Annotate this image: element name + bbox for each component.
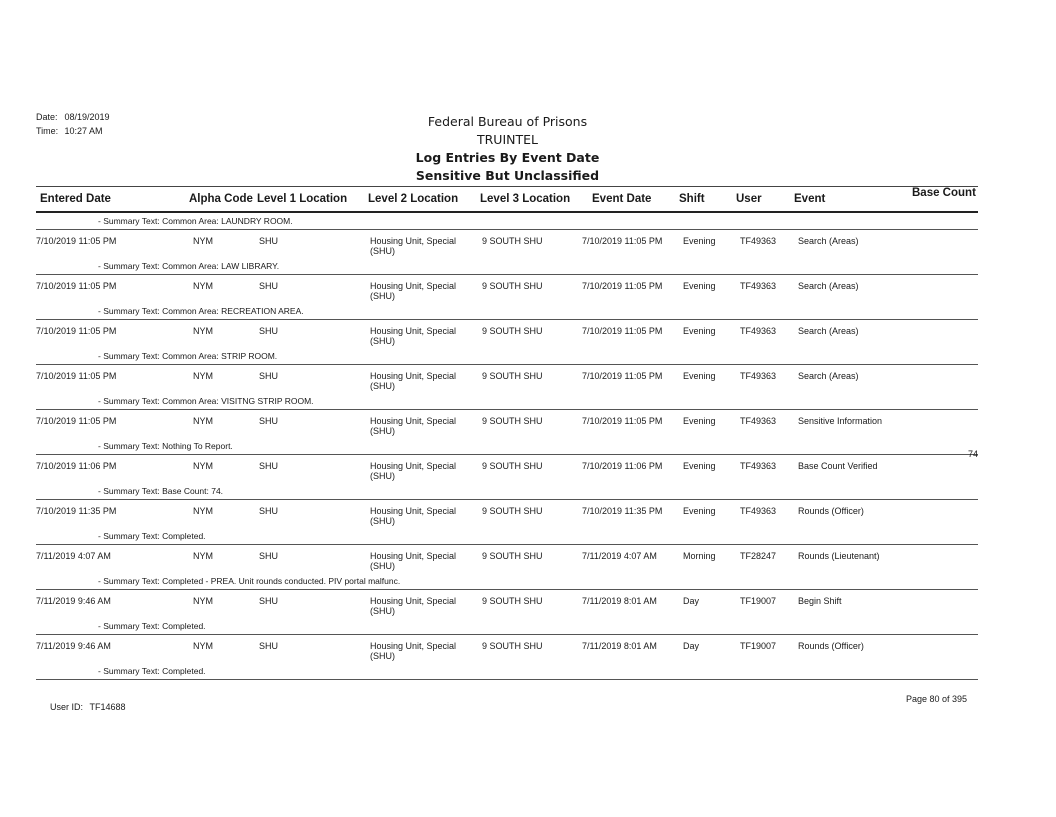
event-cell: Begin Shift <box>798 596 842 606</box>
event-cell: Rounds (Officer) <box>798 641 864 651</box>
alpha-code-cell: NYM <box>193 236 213 246</box>
user-cell: TF49363 <box>740 506 777 516</box>
level3-cell: 9 SOUTH SHU <box>482 596 543 606</box>
event-date-cell: 7/10/2019 11:05 PM <box>582 371 663 381</box>
shift-cell: Evening <box>683 236 716 246</box>
level2-cell: Housing Unit, Special (SHU) <box>370 281 457 301</box>
summary-text: - Summary Text: Completed. <box>36 528 978 545</box>
col-level2: Level 2 Location <box>368 193 459 205</box>
level1-cell: SHU <box>259 506 279 516</box>
time-line <box>36 124 110 138</box>
col-base-count: Base Count <box>912 187 976 199</box>
event-date-cell: 7/10/2019 11:05 PM <box>582 236 663 246</box>
level2-cell: Housing Unit, Special (SHU) <box>370 596 457 616</box>
event-cell: Search (Areas) <box>798 326 859 336</box>
level2-cell: Housing Unit, Special (SHU) <box>370 641 457 661</box>
level1-cell: SHU <box>259 641 279 651</box>
level2-cell: Housing Unit, Special (SHU) <box>370 461 457 481</box>
level3-cell: 9 SOUTH SHU <box>482 281 543 291</box>
report-title <box>400 113 615 185</box>
entered-date-cell: 7/10/2019 11:05 PM <box>36 371 117 381</box>
shift-cell: Evening <box>683 371 716 381</box>
summary-text: - Summary Text: Completed. <box>36 618 978 635</box>
footer-user <box>50 702 126 712</box>
event-date-cell: 7/10/2019 11:35 PM <box>582 506 663 516</box>
summary-text: - Summary Text: Common Area: LAW LIBRARY. <box>36 258 978 275</box>
summary-text: - Summary Text: Common Area: LAUNDRY ROOM. <box>36 213 978 230</box>
level1-cell: SHU <box>259 236 279 246</box>
page-number: Page 80 of 395 <box>906 694 968 704</box>
level1-cell: SHU <box>259 596 279 606</box>
summary-text: - Summary Text: Nothing To Report. <box>36 438 978 455</box>
entered-date-cell: 7/10/2019 11:35 PM <box>36 506 117 516</box>
base-count-cell: 74 <box>967 449 978 459</box>
summary-text: - Summary Text: Common Area: VISITNG STRIP ROOM. <box>36 393 978 410</box>
level3-cell: 9 SOUTH SHU <box>482 326 543 336</box>
summary-text: - Summary Text: Completed - PREA. Unit rounds conducted. PIV portal malfunc. <box>36 573 978 590</box>
user-cell: TF49363 <box>740 326 777 336</box>
event-cell: Sensitive Information <box>798 416 883 426</box>
agency-name: Federal Bureau of Prisons <box>427 114 588 129</box>
event-date-cell: 7/10/2019 11:06 PM <box>582 461 663 471</box>
shift-cell: Evening <box>683 326 716 336</box>
shift-cell: Evening <box>683 461 716 471</box>
event-cell: Rounds (Officer) <box>798 506 864 516</box>
user-id-value: TF14688 <box>89 702 126 712</box>
alpha-code-cell: NYM <box>193 326 213 336</box>
level2-cell: Housing Unit, Special (SHU) <box>370 371 457 391</box>
alpha-code-cell: NYM <box>193 641 213 651</box>
alpha-code-cell: NYM <box>193 596 213 606</box>
level3-cell: 9 SOUTH SHU <box>482 461 543 471</box>
table-row <box>36 590 978 618</box>
time-label: Time: <box>36 126 59 136</box>
table-row <box>36 230 978 258</box>
shift-cell: Evening <box>683 416 716 426</box>
log-entries <box>36 213 978 680</box>
date-value: 08/19/2019 <box>64 112 110 122</box>
event-cell: Search (Areas) <box>798 371 859 381</box>
event-cell: Search (Areas) <box>798 236 859 246</box>
entered-date-cell: 7/10/2019 11:05 PM <box>36 326 117 336</box>
table-row <box>36 635 978 663</box>
col-user: User <box>736 193 762 205</box>
col-event-date: Event Date <box>592 193 652 205</box>
col-shift: Shift <box>679 193 705 205</box>
level3-cell: 9 SOUTH SHU <box>482 416 543 426</box>
entered-date-cell: 7/10/2019 11:05 PM <box>36 416 117 426</box>
level3-cell: 9 SOUTH SHU <box>482 371 543 381</box>
level2-cell: Housing Unit, Special (SHU) <box>370 326 457 346</box>
entered-date-cell: 7/11/2019 9:46 AM <box>36 596 111 606</box>
user-id-label: User ID: <box>50 702 84 712</box>
summary-text: - Summary Text: Common Area: RECREATION AREA. <box>36 303 978 320</box>
level3-cell: 9 SOUTH SHU <box>482 506 543 516</box>
level2-cell: Housing Unit, Special (SHU) <box>370 506 457 526</box>
alpha-code-cell: NYM <box>193 461 213 471</box>
table-row <box>36 545 978 573</box>
entry-list <box>36 230 978 680</box>
table-row <box>36 500 978 528</box>
table-row <box>36 449 978 483</box>
col-level3: Level 3 Location <box>480 193 571 205</box>
report-name: Log Entries By Event Date <box>415 150 600 165</box>
user-cell: TF49363 <box>740 236 777 246</box>
shift-cell: Day <box>683 596 700 606</box>
level1-cell: SHU <box>259 281 279 291</box>
summary-text: - Summary Text: Base Count: 74. <box>36 483 978 500</box>
level3-cell: 9 SOUTH SHU <box>482 641 543 651</box>
user-cell: TF49363 <box>740 416 777 426</box>
event-date-cell: 7/11/2019 8:01 AM <box>582 596 657 606</box>
summary-text: - Summary Text: Completed. <box>36 663 978 680</box>
user-cell: TF28247 <box>740 551 777 561</box>
event-date-cell: 7/10/2019 11:05 PM <box>582 326 663 336</box>
user-cell: TF19007 <box>740 596 777 606</box>
col-alpha-code: Alpha Code <box>189 193 253 205</box>
summary-text: - Summary Text: Common Area: STRIP ROOM. <box>36 348 978 365</box>
system-name: TRUINTEL <box>476 132 538 147</box>
shift-cell: Morning <box>683 551 716 561</box>
level2-cell: Housing Unit, Special (SHU) <box>370 236 457 256</box>
table-row <box>36 410 978 438</box>
event-date-cell: 7/10/2019 11:05 PM <box>582 281 663 291</box>
event-date-cell: 7/11/2019 4:07 AM <box>582 551 657 561</box>
alpha-code-cell: NYM <box>193 371 213 381</box>
alpha-code-cell: NYM <box>193 416 213 426</box>
col-level1: Level 1 Location <box>257 193 348 205</box>
entered-date-cell: 7/10/2019 11:06 PM <box>36 461 117 471</box>
level2-cell: Housing Unit, Special (SHU) <box>370 551 457 571</box>
event-date-cell: 7/10/2019 11:05 PM <box>582 416 663 426</box>
table-row <box>36 320 978 348</box>
shift-cell: Day <box>683 641 700 651</box>
table-row <box>36 275 978 303</box>
date-line <box>36 110 110 124</box>
level3-cell: 9 SOUTH SHU <box>482 236 543 246</box>
entered-date-cell: 7/11/2019 9:46 AM <box>36 641 111 651</box>
level1-cell: SHU <box>259 416 279 426</box>
event-cell: Search (Areas) <box>798 281 859 291</box>
report-meta <box>36 110 110 138</box>
event-cell: Base Count Verified <box>798 461 878 471</box>
table-row <box>36 365 978 393</box>
level1-cell: SHU <box>259 326 279 336</box>
user-cell: TF49363 <box>740 281 777 291</box>
level3-cell: 9 SOUTH SHU <box>482 551 543 561</box>
level1-cell: SHU <box>259 371 279 381</box>
entered-date-cell: 7/10/2019 11:05 PM <box>36 281 117 291</box>
user-cell: TF19007 <box>740 641 777 651</box>
date-label: Date: <box>36 112 58 122</box>
level1-cell: SHU <box>259 551 279 561</box>
user-cell: TF49363 <box>740 461 777 471</box>
alpha-code-cell: NYM <box>193 551 213 561</box>
shift-cell: Evening <box>683 506 716 516</box>
classification: Sensitive But Unclassified <box>415 168 600 183</box>
col-entered-date: Entered Date <box>40 193 111 205</box>
event-cell: Rounds (Lieutenant) <box>798 551 880 561</box>
shift-cell: Evening <box>683 281 716 291</box>
alpha-code-cell: NYM <box>193 506 213 516</box>
level1-cell: SHU <box>259 461 279 471</box>
time-value: 10:27 AM <box>64 126 103 136</box>
alpha-code-cell: NYM <box>193 281 213 291</box>
user-cell: TF49363 <box>740 371 777 381</box>
entered-date-cell: 7/10/2019 11:05 PM <box>36 236 117 246</box>
table-header <box>36 186 978 213</box>
level2-cell: Housing Unit, Special (SHU) <box>370 416 457 436</box>
event-date-cell: 7/11/2019 8:01 AM <box>582 641 657 651</box>
col-event: Event <box>794 193 826 205</box>
entered-date-cell: 7/11/2019 4:07 AM <box>36 551 111 561</box>
